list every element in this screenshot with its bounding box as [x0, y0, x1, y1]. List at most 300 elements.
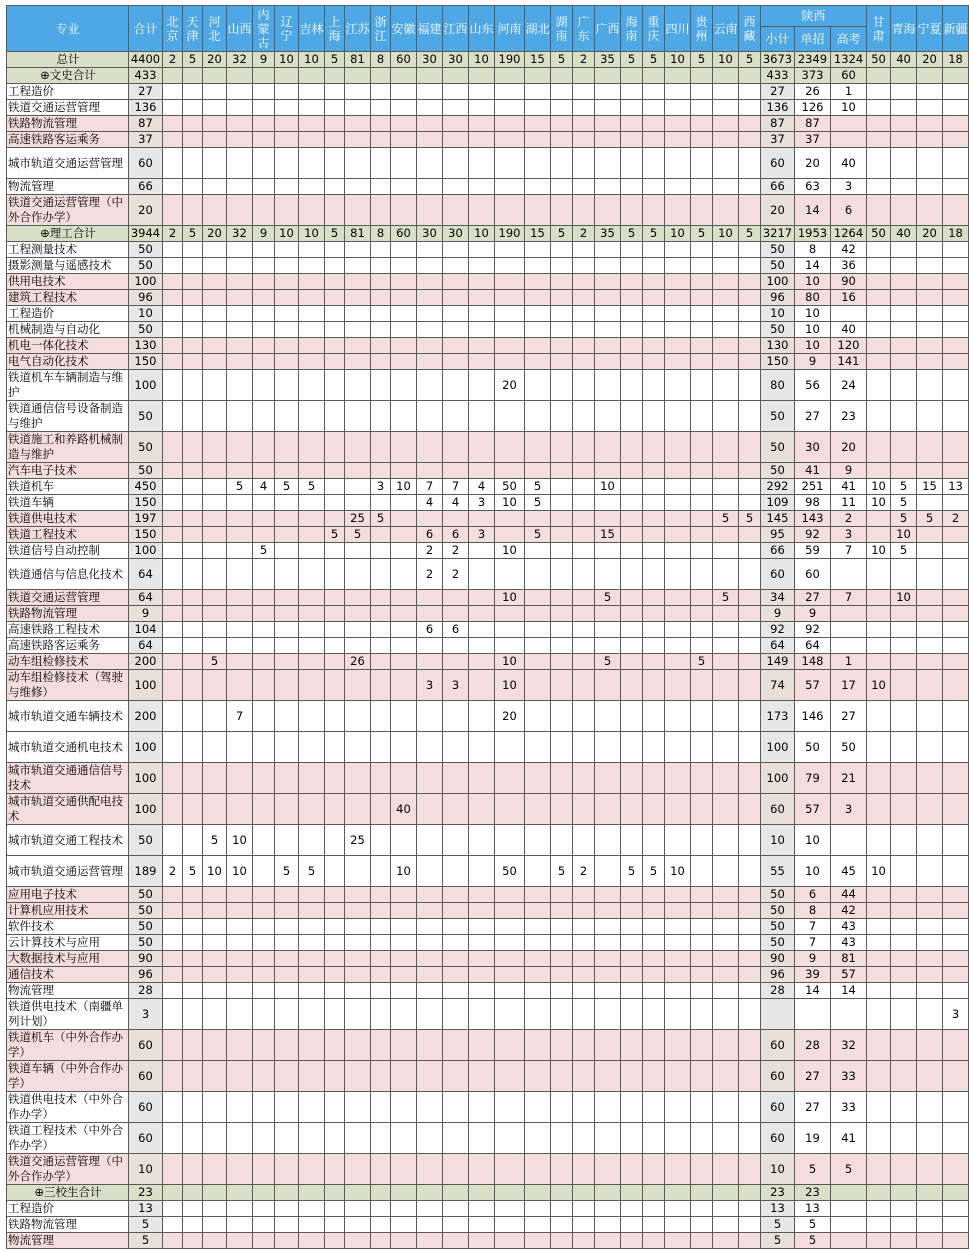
value-cell [573, 148, 595, 179]
value-cell [345, 999, 371, 1030]
value-cell [713, 763, 739, 794]
value-cell [595, 511, 621, 527]
value-cell [713, 68, 739, 84]
value-cell [525, 951, 551, 967]
value-cell [739, 401, 761, 432]
value-cell [573, 479, 595, 495]
value-cell [275, 999, 299, 1030]
table-row [7, 654, 969, 670]
value-cell [469, 274, 495, 290]
value-cell [525, 1092, 551, 1123]
value-cell [643, 274, 665, 290]
shaanxi-cell: 2349 [795, 52, 831, 68]
value-cell [495, 967, 525, 983]
shaanxi-cell [831, 825, 867, 856]
value-cell [275, 258, 299, 274]
shaanxi-cell: 50 [761, 258, 795, 274]
table-row [7, 116, 969, 132]
value-cell [163, 132, 183, 148]
total-cell: 9 [129, 606, 163, 622]
value-cell [163, 479, 183, 495]
value-cell [621, 732, 643, 763]
value-cell [595, 306, 621, 322]
value-cell [495, 999, 525, 1030]
value-cell [299, 1217, 325, 1233]
value-cell: 6 [443, 622, 469, 638]
shaanxi-cell: 92 [795, 622, 831, 638]
shaanxi-cell: 9 [761, 606, 795, 622]
value-cell [325, 951, 345, 967]
value-cell [621, 527, 643, 543]
table-row [7, 1030, 969, 1061]
value-cell [891, 1201, 917, 1217]
value-cell [417, 195, 443, 226]
value-cell [713, 179, 739, 195]
table-row [7, 903, 969, 919]
value-cell [253, 856, 275, 887]
value-cell [525, 258, 551, 274]
value-cell [443, 590, 469, 606]
value-cell [739, 1233, 761, 1249]
value-cell [665, 401, 691, 432]
value-cell [665, 543, 691, 559]
shaanxi-cell: 10 [795, 825, 831, 856]
value-cell [713, 290, 739, 306]
value-cell [163, 903, 183, 919]
value-cell: 50 [495, 856, 525, 887]
value-cell [867, 559, 891, 590]
value-cell [643, 495, 665, 511]
value-cell [417, 306, 443, 322]
major-name: 铁道供电技术（南疆单列计划） [7, 999, 129, 1030]
value-cell: 20 [495, 701, 525, 732]
value-cell [643, 763, 665, 794]
value-cell [275, 432, 299, 463]
value-cell [495, 794, 525, 825]
value-cell [325, 638, 345, 654]
value-cell [325, 983, 345, 999]
value-cell [713, 701, 739, 732]
value-cell [345, 951, 371, 967]
value-cell [163, 495, 183, 511]
value-cell [551, 148, 573, 179]
value-cell [253, 1154, 275, 1185]
shaanxi-cell: 5 [795, 1154, 831, 1185]
value-cell [525, 322, 551, 338]
value-cell [391, 84, 417, 100]
value-cell [417, 274, 443, 290]
value-cell [371, 1123, 391, 1154]
value-cell [443, 1185, 469, 1201]
value-cell [469, 999, 495, 1030]
value-cell [739, 951, 761, 967]
value-cell [867, 527, 891, 543]
value-cell [417, 887, 443, 903]
value-cell [665, 432, 691, 463]
value-cell [469, 983, 495, 999]
value-cell [621, 1061, 643, 1092]
value-cell [573, 116, 595, 132]
value-cell [371, 622, 391, 638]
value-cell [203, 432, 227, 463]
value-cell [713, 670, 739, 701]
value-cell [163, 258, 183, 274]
value-cell [573, 1123, 595, 1154]
major-name: 工程造价 [7, 1201, 129, 1217]
value-cell [713, 1217, 739, 1233]
value-cell [443, 654, 469, 670]
shaanxi-cell: 55 [761, 856, 795, 887]
value-cell [525, 559, 551, 590]
value-cell [525, 622, 551, 638]
value-cell [227, 1217, 253, 1233]
value-cell: 5 [525, 495, 551, 511]
value-cell [417, 856, 443, 887]
major-name: 摄影测量与遥感技术 [7, 258, 129, 274]
value-cell [345, 322, 371, 338]
value-cell [595, 274, 621, 290]
value-cell [299, 825, 325, 856]
value-cell [345, 116, 371, 132]
value-cell [253, 887, 275, 903]
value-cell [867, 179, 891, 195]
value-cell [253, 654, 275, 670]
value-cell [917, 1030, 943, 1061]
major-name: 城市轨道交通机电技术 [7, 732, 129, 763]
shaanxi-cell: 98 [795, 495, 831, 511]
value-cell [525, 1154, 551, 1185]
value-cell: 2 [573, 856, 595, 887]
value-cell: 30 [443, 226, 469, 242]
value-cell [391, 887, 417, 903]
value-cell [691, 511, 713, 527]
value-cell [183, 274, 203, 290]
value-cell [371, 179, 391, 195]
value-cell [665, 794, 691, 825]
value-cell [275, 701, 299, 732]
shaanxi-cell: 6 [795, 887, 831, 903]
major-name: 城市轨道交通工程技术 [7, 825, 129, 856]
value-cell [391, 763, 417, 794]
shaanxi-cell: 5 [795, 1233, 831, 1249]
value-cell [665, 983, 691, 999]
shaanxi-cell: 7 [795, 919, 831, 935]
total-cell: 189 [129, 856, 163, 887]
value-cell [443, 100, 469, 116]
value-cell [551, 732, 573, 763]
value-cell [417, 401, 443, 432]
value-cell [595, 116, 621, 132]
value-cell [621, 116, 643, 132]
value-cell [443, 983, 469, 999]
header-region: 广西 [595, 6, 621, 52]
shaanxi-cell: 50 [761, 432, 795, 463]
value-cell [573, 290, 595, 306]
shaanxi-cell: 43 [831, 919, 867, 935]
value-cell [713, 951, 739, 967]
value-cell [573, 903, 595, 919]
value-cell [643, 951, 665, 967]
value-cell [253, 527, 275, 543]
value-cell [891, 179, 917, 195]
value-cell [691, 543, 713, 559]
value-cell [943, 116, 969, 132]
value-cell [183, 606, 203, 622]
shaanxi-cell: 50 [795, 732, 831, 763]
value-cell [443, 887, 469, 903]
value-cell: 5 [371, 511, 391, 527]
value-cell [867, 290, 891, 306]
value-cell [345, 338, 371, 354]
major-name: 铁道施工和养路机械制造与维护 [7, 432, 129, 463]
value-cell [595, 195, 621, 226]
value-cell [713, 606, 739, 622]
value-cell [891, 732, 917, 763]
header-region: 新疆 [943, 6, 969, 52]
shaanxi-cell: 59 [795, 543, 831, 559]
value-cell [183, 1233, 203, 1249]
value-cell [739, 622, 761, 638]
value-cell [371, 543, 391, 559]
value-cell: 5 [739, 52, 761, 68]
value-cell [299, 999, 325, 1030]
value-cell [371, 983, 391, 999]
value-cell [371, 1061, 391, 1092]
major-name: 高速铁路工程技术 [7, 622, 129, 638]
value-cell: 10 [227, 825, 253, 856]
value-cell [275, 543, 299, 559]
value-cell [643, 132, 665, 148]
value-cell [867, 84, 891, 100]
value-cell [643, 290, 665, 306]
value-cell [917, 654, 943, 670]
value-cell [495, 68, 525, 84]
value-cell [595, 370, 621, 401]
value-cell: 5 [551, 226, 573, 242]
table-row [7, 354, 969, 370]
value-cell [227, 84, 253, 100]
value-cell [943, 1154, 969, 1185]
value-cell [417, 794, 443, 825]
value-cell [325, 622, 345, 638]
value-cell [345, 670, 371, 701]
value-cell: 190 [495, 52, 525, 68]
value-cell [621, 1030, 643, 1061]
value-cell [739, 732, 761, 763]
value-cell [739, 887, 761, 903]
value-cell [227, 306, 253, 322]
value-cell [573, 590, 595, 606]
value-cell [917, 274, 943, 290]
shaanxi-cell: 60 [761, 1092, 795, 1123]
value-cell [183, 100, 203, 116]
value-cell [183, 1201, 203, 1217]
value-cell [713, 354, 739, 370]
value-cell [469, 511, 495, 527]
value-cell [867, 242, 891, 258]
header-region: 浙江 [371, 6, 391, 52]
value-cell [621, 306, 643, 322]
value-cell [469, 1061, 495, 1092]
major-name: 云计算技术与应用 [7, 935, 129, 951]
value-cell [891, 338, 917, 354]
value-cell [391, 732, 417, 763]
shaanxi-cell: 3 [831, 794, 867, 825]
value-cell [867, 951, 891, 967]
value-cell [325, 559, 345, 590]
value-cell [299, 967, 325, 983]
value-cell [551, 559, 573, 590]
value-cell [867, 370, 891, 401]
value-cell [665, 935, 691, 951]
major-name: 机电一体化技术 [7, 338, 129, 354]
value-cell [595, 242, 621, 258]
value-cell [183, 195, 203, 226]
value-cell [691, 670, 713, 701]
shaanxi-cell: 42 [831, 242, 867, 258]
value-cell [643, 999, 665, 1030]
value-cell [495, 919, 525, 935]
value-cell [867, 919, 891, 935]
value-cell [943, 432, 969, 463]
value-cell [253, 401, 275, 432]
value-cell [891, 1233, 917, 1249]
header-region: 山西 [227, 6, 253, 52]
value-cell [525, 638, 551, 654]
value-cell [643, 463, 665, 479]
value-cell [183, 967, 203, 983]
value-cell [917, 763, 943, 794]
value-cell [643, 1030, 665, 1061]
value-cell [917, 432, 943, 463]
value-cell [713, 856, 739, 887]
shaanxi-cell: 1 [831, 654, 867, 670]
shaanxi-cell: 100 [761, 763, 795, 794]
total-cell: 100 [129, 670, 163, 701]
value-cell [917, 951, 943, 967]
value-cell: 10 [275, 52, 299, 68]
value-cell [275, 1123, 299, 1154]
value-cell [867, 306, 891, 322]
value-cell [573, 274, 595, 290]
value-cell [275, 1185, 299, 1201]
value-cell [469, 622, 495, 638]
value-cell [469, 903, 495, 919]
value-cell [325, 887, 345, 903]
value-cell: 5 [891, 495, 917, 511]
value-cell [867, 116, 891, 132]
value-cell [943, 258, 969, 274]
value-cell [299, 935, 325, 951]
value-cell [417, 1185, 443, 1201]
value-cell [495, 1061, 525, 1092]
value-cell [325, 132, 345, 148]
value-cell: 5 [621, 856, 643, 887]
major-name: 动车组检修技术（驾驶与维修） [7, 670, 129, 701]
header-region: 河南 [495, 6, 525, 52]
value-cell [595, 1233, 621, 1249]
value-cell [551, 670, 573, 701]
value-cell [371, 935, 391, 951]
table-row [7, 935, 969, 951]
shaanxi-cell: 143 [795, 511, 831, 527]
shaanxi-cell: 41 [831, 479, 867, 495]
value-cell [163, 370, 183, 401]
value-cell [643, 306, 665, 322]
value-cell [183, 338, 203, 354]
header-region: 天津 [183, 6, 203, 52]
value-cell [573, 606, 595, 622]
value-cell [391, 370, 417, 401]
value-cell [163, 401, 183, 432]
value-cell [227, 606, 253, 622]
value-cell [345, 935, 371, 951]
value-cell [867, 825, 891, 856]
value-cell [891, 84, 917, 100]
value-cell [495, 274, 525, 290]
major-name: 汽车电子技术 [7, 463, 129, 479]
value-cell [643, 1123, 665, 1154]
value-cell [739, 701, 761, 732]
value-cell [417, 1154, 443, 1185]
value-cell: 15 [595, 527, 621, 543]
shaanxi-cell: 20 [761, 195, 795, 226]
value-cell [595, 258, 621, 274]
value-cell: 5 [739, 511, 761, 527]
table-row [7, 1154, 969, 1185]
value-cell [391, 68, 417, 84]
value-cell [325, 195, 345, 226]
value-cell [371, 1201, 391, 1217]
value-cell [595, 1201, 621, 1217]
value-cell [691, 68, 713, 84]
value-cell [525, 432, 551, 463]
value-cell [525, 903, 551, 919]
value-cell [325, 432, 345, 463]
shaanxi-cell: 10 [795, 306, 831, 322]
value-cell [227, 401, 253, 432]
value-cell [183, 670, 203, 701]
value-cell [163, 290, 183, 306]
value-cell [391, 1217, 417, 1233]
value-cell [163, 274, 183, 290]
value-cell [443, 606, 469, 622]
value-cell [345, 701, 371, 732]
value-cell [227, 1061, 253, 1092]
value-cell: 3 [469, 495, 495, 511]
value-cell [253, 1092, 275, 1123]
value-cell [551, 1217, 573, 1233]
major-name: ⊕三校生合计 [7, 1185, 129, 1201]
value-cell [443, 338, 469, 354]
value-cell [867, 1154, 891, 1185]
value-cell [643, 543, 665, 559]
value-cell [551, 999, 573, 1030]
shaanxi-cell: 40 [831, 322, 867, 338]
value-cell [713, 1030, 739, 1061]
value-cell: 10 [275, 226, 299, 242]
value-cell [253, 999, 275, 1030]
value-cell: 5 [551, 856, 573, 887]
value-cell [573, 495, 595, 511]
value-cell [943, 1092, 969, 1123]
value-cell [299, 290, 325, 306]
shaanxi-cell [831, 1233, 867, 1249]
value-cell [551, 1233, 573, 1249]
value-cell [345, 1154, 371, 1185]
shaanxi-cell: 95 [761, 527, 795, 543]
value-cell: 5 [891, 511, 917, 527]
